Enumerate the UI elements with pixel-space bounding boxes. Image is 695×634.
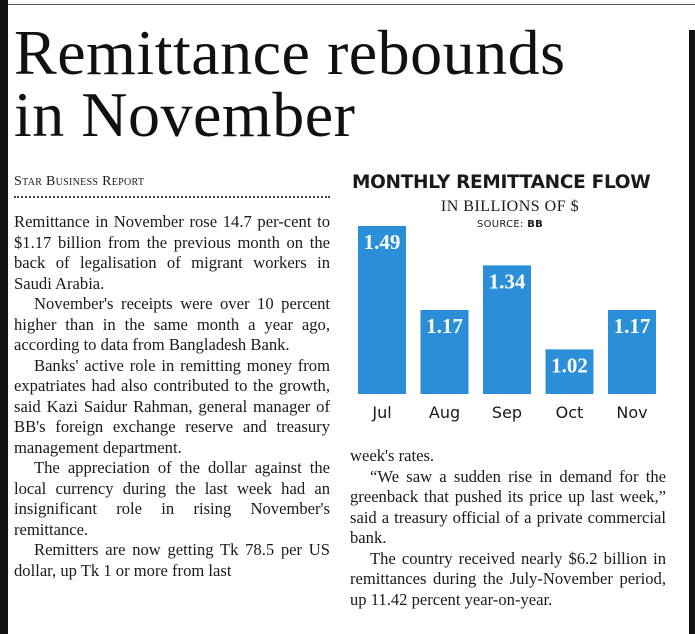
paragraph: The country received nearly $6.2 billion in remittances during the July-November period, up 11.42 percent year-on-year.	[350, 548, 666, 609]
remittance-bar-chart	[350, 220, 670, 426]
chart-subtitle: IN BILLIONS OF $	[440, 198, 580, 215]
x-tick-label: Oct	[555, 403, 584, 422]
bar-value-label: 1.17	[613, 314, 651, 338]
paragraph: week's rates.	[350, 446, 435, 465]
headline-line-1: Remittance rebounds	[14, 17, 566, 88]
bar-value-label: 1.02	[551, 353, 588, 378]
bar-value-label: 1.17	[426, 314, 463, 338]
bar-value-label: 1.34	[488, 269, 526, 294]
article-column-left	[14, 212, 330, 581]
headline-line-2: in November	[14, 79, 356, 150]
x-tick-label: Sep	[491, 403, 523, 422]
byline: Star Business Report	[14, 174, 145, 189]
x-tick-label: Jul	[372, 403, 392, 422]
chart-source-value: BB	[527, 219, 544, 230]
paragraph: Remitters are now getting Tk 78.5 per US dollar, up Tk 1 or more from last	[14, 540, 330, 580]
chart-title: MONTHLY REMITTANCE FLOW	[352, 172, 651, 193]
chart-source-label: SOURCE:	[476, 219, 524, 230]
left-edge-bar	[0, 0, 8, 634]
paragraph: “We saw a sudden rise in demand for the greenback that pushed its price up last week,” said a treasury official of a private commercial bank.	[350, 466, 666, 547]
headline	[14, 17, 684, 150]
article-column-right	[350, 446, 666, 610]
paragraph: The appreciation of the dollar against the local currency during the last week had an insignificant role in rising November's remittance.	[14, 458, 330, 539]
bar-value-label: 1.49	[363, 230, 401, 254]
paragraph: Remittance in November rose 14.7 per-cent to $1.17 billion from the previous month on the back of legalisation of migrant workers in Saudi Arabia.	[14, 212, 330, 293]
x-tick-label: Aug	[428, 403, 461, 422]
paragraph: November's receipts were over 10 percent higher than in the same month a year ago, according to data from Bangladesh Bank.	[14, 294, 330, 354]
right-edge-bar	[689, 30, 695, 634]
byline-divider	[14, 196, 330, 198]
top-rule	[0, 4, 695, 5]
x-tick-label: Nov	[616, 403, 648, 422]
paragraph: Banks' active role in remitting money from expatriates had also contributed to the growth, said Kazi Saidur Rahman, general manager of BB's foreign exchange reserve and treasury management department.	[14, 355, 330, 457]
